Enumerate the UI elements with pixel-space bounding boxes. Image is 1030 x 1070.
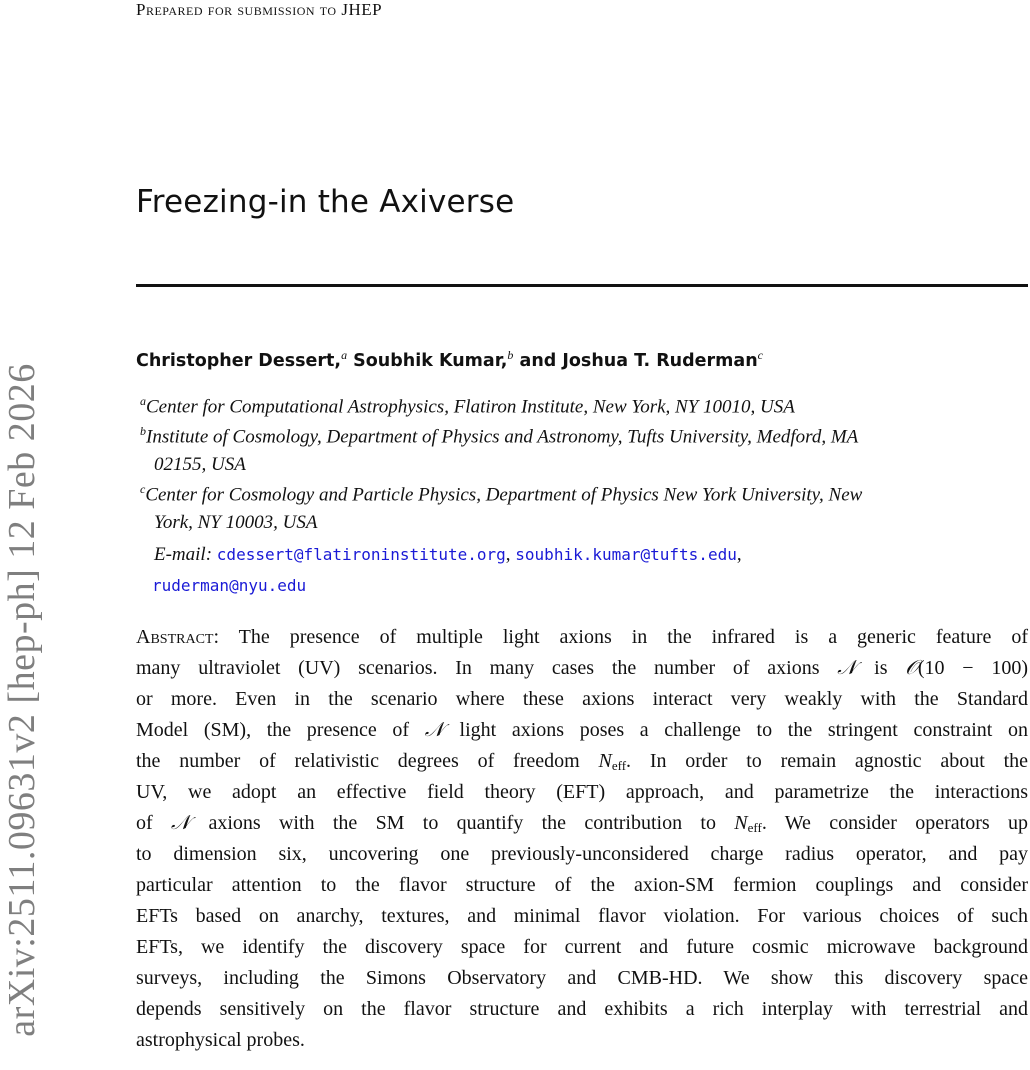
affiliation-mark: b [507, 348, 514, 362]
author-name: and Joshua T. Ruderman [519, 350, 758, 371]
email-label: E-mail: [154, 544, 213, 565]
abstract-line: EFTs, we identify the discovery space for current and future cosmic microwave background [136, 936, 1028, 958]
email-link[interactable]: soubhik.kumar@tufts.edu [515, 545, 737, 564]
abstract-line: UV, we adopt an effective field theory (EFT) approach, and parametrize the interactions [136, 781, 1028, 803]
math-symbol: 𝒩 [170, 812, 191, 834]
affiliation-text: Institute of Cosmology, Department of Physics and Astronomy, Tufts University, Medford, MA [146, 426, 859, 448]
abstract-line: Model (SM), the presence of 𝒩 light axions poses a challenge to the stringent constraint on [136, 719, 1028, 741]
abstract [136, 622, 1028, 1056]
abstract-line: or more. Even in the scenario where these axions interact very weakly with the Standard [136, 688, 1028, 710]
affiliation-text-cont: 02155, USA [154, 454, 246, 476]
affiliation-mark: a [341, 348, 348, 362]
email-link[interactable]: cdessert@flatironinstitute.org [216, 545, 506, 564]
abstract-line: astrophysical probes. [136, 1029, 305, 1051]
email-link[interactable]: ruderman@nyu.edu [152, 576, 307, 595]
author-name: Christopher Dessert, [136, 350, 342, 371]
affiliation-mark: c [757, 348, 763, 362]
abstract-line: particular attention to the flavor structure of the axion-SM fermion couplings and consider [136, 874, 1028, 896]
abstract-line: EFTs based on anarchy, textures, and minimal flavor violation. For various choices of such [136, 905, 1028, 927]
affiliation-c [140, 475, 1030, 537]
math-symbol: 𝒪 [905, 657, 918, 679]
author-list [136, 348, 763, 371]
affiliation-mark: b [140, 424, 146, 438]
abstract-line: depends sensitively on the flavor structure and exhibits a rich interplay with terrestrial and [136, 998, 1028, 1020]
abstract-line: many ultraviolet (UV) scenarios. In many cases the number of axions 𝒩 is 𝒪(10 − 100) [136, 657, 1028, 679]
affiliation-text-cont: York, NY 10003, USA [154, 512, 318, 534]
math-neff: $N_{eff}$ [734, 812, 762, 835]
abstract-line: of 𝒩 axions with the SM to quantify the contribution to $N_{eff}$. We consider operators up [136, 812, 1028, 835]
math-neff: $N_{eff}$ [598, 750, 627, 773]
affiliation-mark: a [140, 394, 146, 408]
abstract-line: to dimension six, uncovering one previously-unconsidered charge radius operator, and pay [136, 843, 1028, 865]
abstract-line: Abstract: The presence of multiple light axions in the infrared is a generic feature of [136, 626, 1028, 648]
affiliation-mark: c [140, 482, 146, 496]
affiliation-text: Center for Cosmology and Particle Physics, Department of Physics New York University, New [145, 484, 863, 506]
journal-note: Prepared for submission to JHEP [136, 0, 383, 19]
abstract-line: surveys, including the Simons Observatory and CMB-HD. We show this discovery space [136, 967, 1028, 989]
math-symbol: 𝒩 [837, 657, 857, 679]
arxiv-stamp[interactable]: arXiv:2511.09631v2 [hep-ph] 12 Feb 2026 [1, 363, 43, 1037]
author-name: Soubhik Kumar, [353, 350, 508, 371]
title-rule [136, 284, 1028, 287]
email-block: E-mail: cdessert@flatironinstitute.org, soubhik.kumar@tufts.edu, ruderman@nyu.edu [152, 544, 742, 595]
abstract-label: Abstract: [136, 626, 220, 648]
affiliation-text: Center for Computational Astrophysics, Flatiron Institute, New York, NY 10010, USA [146, 396, 795, 418]
abstract-line: the number of relativistic degrees of freedom $N_{eff}$. In order to remain agnostic about the [136, 750, 1028, 773]
math-symbol: 𝒩 [424, 719, 444, 741]
paper-title: Freezing-in the Axiverse [136, 184, 515, 220]
affiliation-b [140, 417, 1030, 479]
